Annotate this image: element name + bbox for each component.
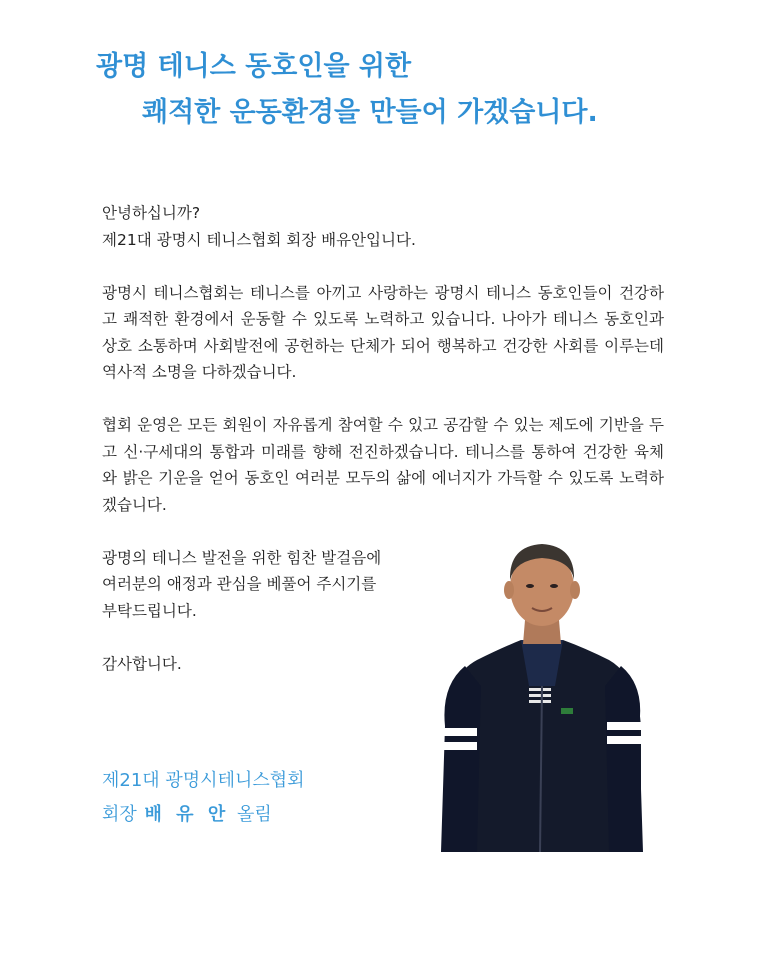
greeting <box>102 200 664 253</box>
signature-title: 회장 <box>102 804 137 825</box>
signature <box>102 764 305 832</box>
greeting-line-2: 제21대 광명시 테니스협회 회장 배유안입니다. <box>102 230 416 249</box>
signature-org: 제21대 광명시테니스협회 <box>102 770 305 791</box>
headline-line-2: 쾌적한 운동환경을 만들어 가겠습니다. <box>142 97 598 128</box>
request-paragraph <box>102 545 447 625</box>
signature-name: 배 유 안 <box>144 804 230 825</box>
headline <box>96 44 598 136</box>
paragraph-operation: 협회 운영은 모든 회원이 자유롭게 참여할 수 있고 공감할 수 있는 제도에 기반을 두고 신·구세대의 통합과 미래를 향해 전진하겠습니다. 테니스를 통하여 건강한 육체와 밝은 기운을 얻어 동호인 여러분 모두의 삶에 에너지가 가득할 수 있도록 노력하겠습니다. <box>102 416 664 514</box>
request-line-1: 광명의 테니스 발전을 위한 힘찬 발걸음에 <box>102 548 382 567</box>
request-line-3: 부탁드립니다. <box>102 601 197 620</box>
paragraph-mission: 광명시 테니스협회는 테니스를 아끼고 사랑하는 광명시 테니스 동호인들이 건강하고 쾌적한 환경에서 운동할 수 있도록 노력하고 있습니다. 나아가 테니스 동호인과 상호 소통하며 사회발전에 공헌하는 단체가 되어 행복하고 건강한 사회를 이루는데 역사적 소명을 다하겠습니다. <box>102 283 664 381</box>
president-photo <box>437 536 647 852</box>
greeting-line-1: 안녕하십니까? <box>102 204 201 222</box>
headline-line-1: 광명 테니스 동호인을 위한 <box>96 51 412 82</box>
closing: 감사합니다. <box>102 654 182 673</box>
signature-line <box>102 798 305 832</box>
request-line-2: 여러분의 애정과 관심을 베풀어 주시기를 <box>102 575 377 593</box>
signature-suffix: 올림 <box>236 804 272 825</box>
